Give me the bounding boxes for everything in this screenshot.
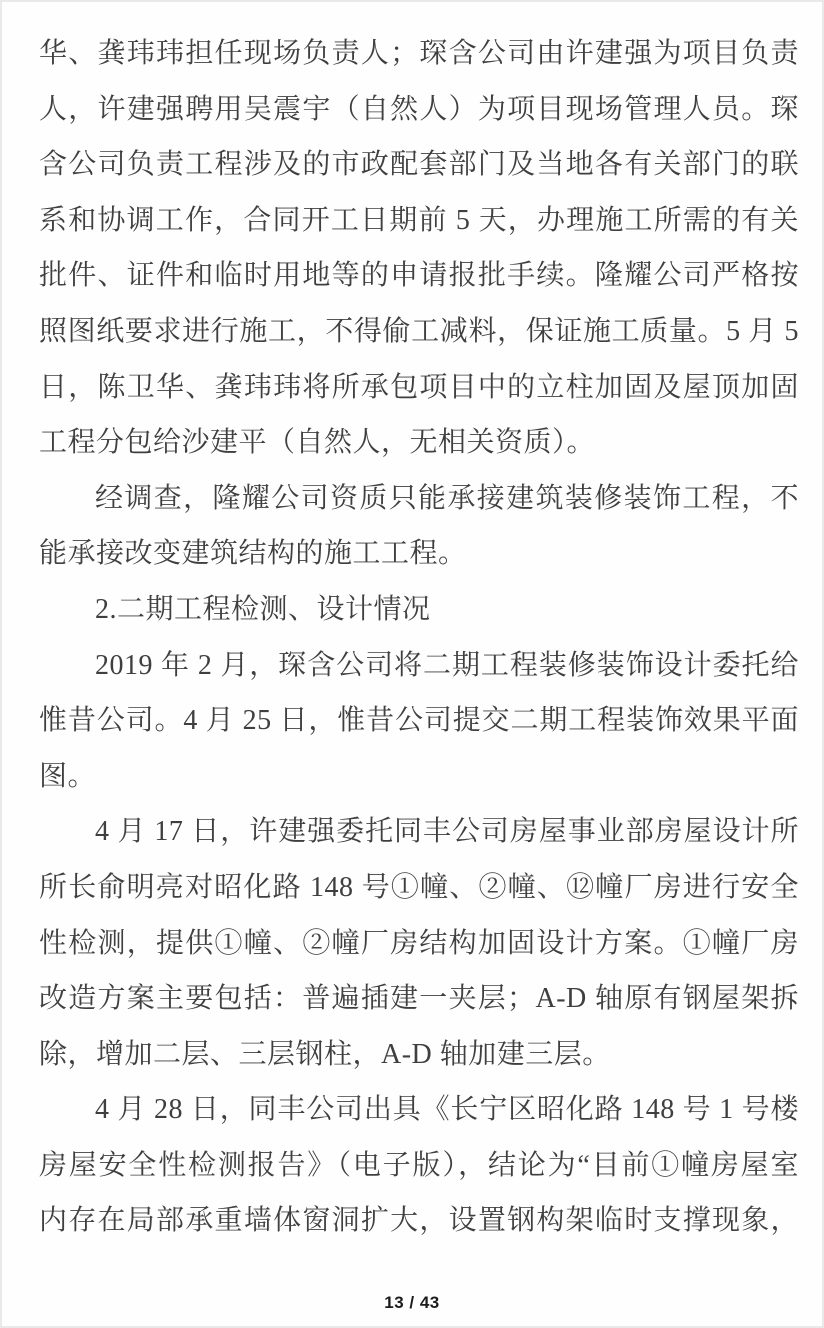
text-line: 4 月 28 日，同丰公司出具《长宁区昭化路 148 号 1 号楼 [95, 1094, 799, 1126]
text-line: 能承接改变建筑结构的施工工程。 [39, 538, 467, 570]
text-line: 2.二期工程检测、设计情况 [95, 593, 431, 625]
text-line: 除，增加二层、三层钢柱，A-D 轴加建三层。 [39, 1038, 611, 1070]
text-line: 惟昔公司。4 月 25 日，惟昔公司提交二期工程装饰效果平面 [39, 705, 799, 737]
text-line: 4 月 17 日，许建强委托同丰公司房屋事业部房屋设计所 [95, 816, 799, 848]
text-line: 华、龚玮玮担任现场负责人；琛含公司由许建强为项目负责 [39, 38, 799, 69]
document-body [39, 26, 799, 1249]
text-line: 图。 [39, 760, 97, 792]
text-line: 所长俞明亮对昭化路 148 号①幢、②幢、⑫幢厂房进行安全 [39, 871, 799, 903]
text-line: 照图纸要求进行施工，不得偷工减料，保证施工质量。5 月 5 [39, 315, 799, 347]
text-line: 性检测，提供①幢、②幢厂房结构加固设计方案。①幢厂房 [39, 927, 799, 959]
page-number: 13 / 43 [384, 1293, 440, 1312]
text-line: 日，陈卫华、龚玮玮将所承包项目中的立柱加固及屋顶加固 [39, 371, 799, 403]
text-line: 系和协调工作，合同开工日期前 5 天，办理施工所需的有关 [39, 204, 799, 236]
text-line: 工程分包给沙建平（自然人，无相关资质）。 [39, 427, 596, 459]
text-line: 内存在局部承重墙体窗洞扩大，设置钢构架临时支撑现象， [39, 1205, 799, 1237]
text-line: 含公司负责工程涉及的市政配套部门及当地各有关部门的联 [39, 149, 799, 181]
text-line: 房屋安全性检测报告》（电子版），结论为“目前①幢房屋室 [39, 1149, 799, 1181]
text-line: 2019 年 2 月，琛含公司将二期工程装修装饰设计委托给 [95, 649, 799, 681]
text-line: 批件、证件和临时用地等的申请报批手续。隆耀公司严格按 [39, 260, 799, 292]
page-footer [2, 1293, 822, 1313]
text-line: 经调查，隆耀公司资质只能承接建筑装修装饰工程，不 [95, 482, 799, 514]
text-line: 改造方案主要包括：普遍插建一夹层；A-D 轴原有钢屋架拆 [39, 983, 799, 1015]
text-line: 人，许建强聘用吴震宇（自然人）为项目现场管理人员。琛 [39, 93, 799, 125]
